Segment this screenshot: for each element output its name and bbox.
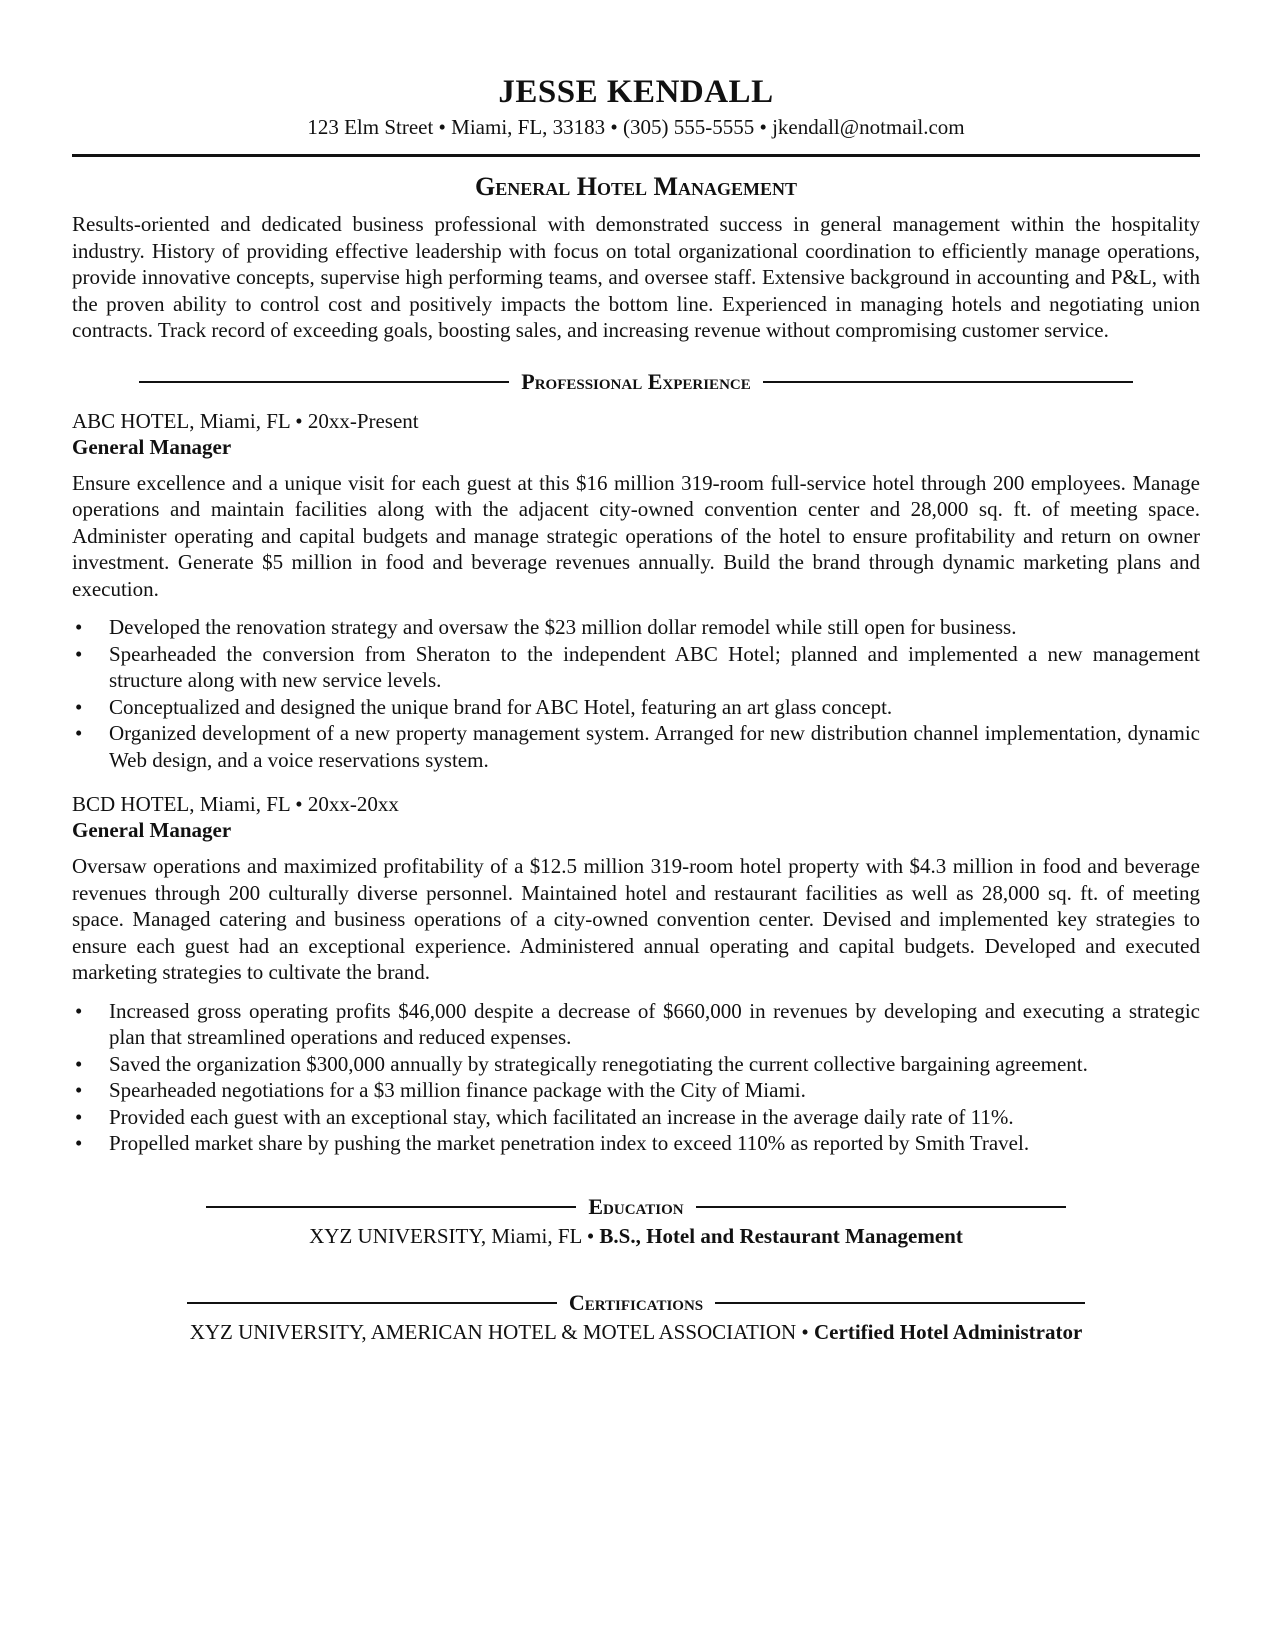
certifications-heading-label: Certifications: [568, 1289, 704, 1315]
achievement-item: [72, 720, 1200, 773]
achievement-text: Spearheaded negotiations for a $3 million finance package with the City of Miami.: [109, 1078, 806, 1102]
bullet-marker: •: [75, 721, 83, 745]
education-heading: [72, 1193, 1200, 1221]
achievement-item: [72, 1130, 1200, 1157]
education-separator: •: [586, 1223, 595, 1248]
job-entry: [72, 791, 1200, 1157]
job-title: General Manager: [72, 818, 232, 842]
achievement-item: [72, 1051, 1200, 1078]
achievement-item: [72, 641, 1200, 694]
certification-entry: [72, 1319, 1200, 1345]
experience-heading: [72, 368, 1200, 396]
achievement-item: [72, 998, 1200, 1051]
certification-separator: •: [801, 1319, 809, 1344]
achievement-item: [72, 1077, 1200, 1104]
candidate-name: JESSE KENDALL: [498, 74, 774, 110]
education-degree: B.S., Hotel and Restaurant Management: [599, 1223, 963, 1248]
achievement-text: Saved the organization $300,000 annually by strategically renegotiating the current collective bargaining agreement.: [109, 1051, 1088, 1076]
job-description: Oversaw operations and maximized profitability of a $12.5 million 319-room hotel property with $4.3 million in food and beverage revenues through 200 culturally diverse personnel. Maintained hotel and restaurant facilities as well as 28,000 sq. ft. of meeting space. Managed catering and business operations of a city-owned convention center. Devised and implemented key strategies to ensure each guest had an exceptional experience. Administered annual operating and capital budgets. Developed and executed marketing strategies to cultivate the brand.: [72, 854, 1200, 984]
contact-line: 123 Elm Street • Miami, FL, 33183 • (305) 555-5555 • jkendall@notmail.com: [307, 115, 965, 139]
achievement-item: [72, 694, 1200, 721]
bullet-marker: •: [75, 615, 83, 639]
job-achievements: [72, 998, 1200, 1157]
heading-rule-left: [139, 381, 509, 383]
bullet-marker: •: [75, 1051, 83, 1076]
experience-heading-label: Professional Experience: [521, 368, 751, 394]
achievement-text: Provided each guest with an exceptional stay, which facilitated an increase in the average daily rate of 11%.: [109, 1104, 1014, 1129]
header-divider: [72, 154, 1200, 157]
achievement-text: Conceptualized and designed the unique brand for ABC Hotel, featuring an art glass concept.: [109, 694, 893, 719]
heading-rule-left: [187, 1302, 557, 1304]
achievement-item: [72, 1104, 1200, 1131]
job-title: General Manager: [72, 434, 232, 459]
heading-rule-left: [206, 1206, 576, 1208]
achievement-item: [72, 614, 1200, 641]
bullet-marker: •: [75, 998, 83, 1023]
achievement-text: Organized development of a new property management system. Arranged for new distribution channel implementation, dynamic Web design, and a voice reservations system.: [109, 721, 1200, 772]
heading-rule-right: [763, 381, 1133, 383]
education-entry: [72, 1223, 1200, 1249]
resume: [72, 72, 1200, 1345]
bullet-marker: •: [75, 641, 83, 666]
resume-headline: General Hotel Management: [474, 172, 798, 201]
certification-credential: Certified Hotel Administrator: [814, 1319, 1083, 1344]
certification-issuer: XYZ UNIVERSITY, AMERICAN HOTEL & MOTEL ASSOCIATION: [189, 1319, 797, 1344]
job-description: Ensure excellence and a unique visit for each guest at this $16 million 319-room full-service hotel through 200 employees. Manage operations and maintain facilities along with the adjacent city-owned convention center and 28,000 sq. ft. of meeting space. Administer operating and capital budgets and manage strategic operations of the hotel to ensure profitability and return on owner investment. Generate $5 million in food and beverage revenues annually. Build the brand through dynamic marketing plans and execution.: [72, 470, 1200, 601]
job-entry: [72, 408, 1200, 774]
heading-rule-right: [715, 1302, 1085, 1304]
job-employer: BCD HOTEL, Miami, FL • 20xx-20xx: [72, 792, 399, 816]
bullet-marker: •: [75, 1131, 83, 1155]
achievement-text: Increased gross operating profits $46,000 despite a decrease of $660,000 in revenues by developing and executing a strategic plan that streamlined operations and reduced expenses.: [109, 998, 1200, 1049]
bullet-marker: •: [75, 1078, 83, 1102]
education-school: XYZ UNIVERSITY, Miami, FL: [309, 1223, 582, 1248]
achievement-text: Propelled market share by pushing the market penetration index to exceed 110% as reported by Smith Travel.: [109, 1131, 1030, 1155]
achievement-text: Developed the renovation strategy and oversaw the $23 million dollar remodel while still open for business.: [109, 615, 1017, 639]
certifications-heading: [72, 1289, 1200, 1317]
education-heading-label: Education: [588, 1193, 684, 1219]
achievement-text: Spearheaded the conversion from Sheraton to the independent ABC Hotel; planned and implemented a new management structure along with new service levels.: [109, 641, 1200, 692]
bullet-marker: •: [75, 1104, 83, 1129]
job-employer: ABC HOTEL, Miami, FL • 20xx-Present: [72, 408, 419, 433]
job-achievements: [72, 614, 1200, 773]
professional-summary: Results-oriented and dedicated business professional with demonstrated success in general management within the hospitality industry. History of providing effective leadership with focus on total organizational coordination to efficiently manage operations, provide innovative concepts, supervise high performing teams, and oversee staff. Extensive background in accounting and P&L, with the proven ability to control cost and positively impacts the bottom line. Experienced in managing hotels and negotiating union contracts. Track record of exceeding goals, boosting sales, and increasing revenue without compromising customer service.: [72, 212, 1200, 342]
heading-rule-right: [696, 1206, 1066, 1208]
bullet-marker: •: [75, 694, 83, 719]
